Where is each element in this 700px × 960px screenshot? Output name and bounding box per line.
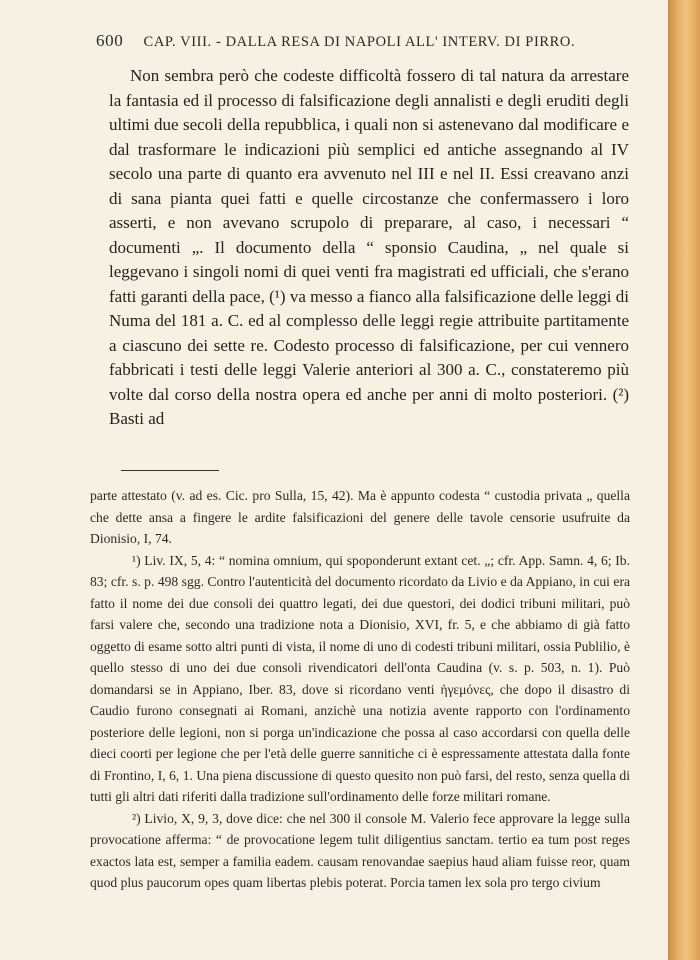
- main-paragraph: Non sembra però che codeste difficoltà fossero di tal natura da arrestare la fantasia ed il processo di falsificazione degli annalisti e degli eruditi degli ultimi due secoli della repubblica, i quali non si astenevano dal modificare e dal trasformare le indicazioni più semplici ed antiche assegnando al IV secolo una parte di quanto era avvenuto nel III e nel II. Essi creavano anzi di sana pianta quei fatti e quelle circostanze che confermassero i loro asserti, e non avevano scrupolo di preparare, al caso, i necessari “ documenti „. Il documento della “ sponsio Caudina, „ nel quale si leggevano i singoli nomi di quei venti fra magistrati ed ufficiali, che s'erano fatti garanti della pace, (¹) va messo a fianco alla falsificazione delle leggi di Numa del 181 a. C. ed al complesso delle leggi regie attribuite partitamente a ciascuno dei sette re. Codesto processo di falsificazione, per cui vennero fabbricati i testi delle leggi Valerie anteriori al 300 a. C., constateremo più volte dal corso della nostra opera ed anche per anni di molto posteriori. (²) Basti ad: [109, 66, 629, 428]
- page-edge: [668, 0, 700, 960]
- footnote-2: ²) Livio, X, 9, 3, dove dice: che nel 300 il console M. Valerio fece approvare la legge sulla provocatione afferma: “ de provocatione legem tulit diligentius sanctam. tertio ea tum post reges exactos lata est, semper a familia eadem. causam renovandae saepius haud aliam fuisse reor, quam quod plus paucorum opes quam libertas plebis poterat. Porcia tamen lex sola pro tergo civium: [90, 810, 630, 890]
- main-text-block: [109, 64, 629, 432]
- footnote-continuation: parte attestato (v. ad es. Cic. pro Sulla, 15, 42). Ma è appunto codesta “ custodia privata „ quella che dette ansa a fingere le ardite falsificazioni del genere delle tavole censorie usufruite da Dionisio, I, 74.: [90, 488, 630, 546]
- footnote-1: ¹) Liv. IX, 5, 4: “ nomina omnium, qui spoponderunt extant cet. „; cfr. App. Samn. 4, 6; Ib. 83; cfr. s. p. 498 sgg. Contro l'autenticità del documento ricordato da Livio e da Appiano, in cui era fatto il nome dei due consoli dei quattro legati, dei due questori, dei dodici tribuni militari, può farsi valere che, secondo una tradizione nota a Dionisio, XVI, fr. 5, e che abbiamo di già fatto oggetto di esame sotto altri punti di vista, il nome di uno di codesti tribuni militari, ossia Publilio, è quello stesso di uno dei due consoli rivendicatori dell'onta Caudina (v. s. p. 503, n. 1). Può domandarsi se in Appiano, Iber. 83, dove si ricordano venti ἡγεμόνες, che dopo il disastro di Caudio furono consegnati ai Romani, anzichè una notizia avente rapporto con l'ordinamento posteriore delle legioni, non si porga un'indicazione che possa al caso accordarsi con quella delle dieci coorti per legione che per l'età delle guerre sannitiche ci è espressamente attestata dalla fonte di Frontino, I, 6, 1. Una piena discussione di questo quesito non può farsi, del resto, senza quella di tutti gli altri dati riferiti dalla tradizione sull'ordinamento delle forze militari romane.: [90, 552, 630, 804]
- footnote-separator: [121, 470, 219, 471]
- footnotes: [90, 485, 630, 894]
- running-title: CAP. VIII. - DALLA RESA DI NAPOLI ALL' INTERV. DI PIRRO.: [143, 34, 576, 50]
- page-number: 600: [96, 31, 124, 50]
- running-header: [96, 31, 616, 51]
